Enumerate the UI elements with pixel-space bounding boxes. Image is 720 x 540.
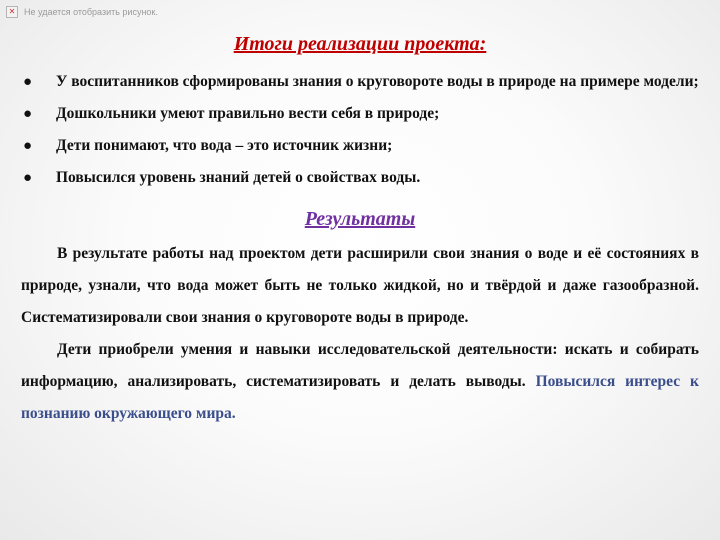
bullet-icon: ●: [23, 170, 33, 186]
slide-title: Итоги реализации проекта:: [233, 33, 487, 55]
results-list: [21, 66, 699, 194]
list-item: ● Повысился уровень знаний детей о свойствах воды.: [21, 162, 699, 194]
broken-image-icon: ✕: [6, 6, 18, 18]
results-paragraph-2: [21, 334, 699, 430]
results-paragraph-1: В результате работы над проектом дети расширили свои знания о воде и её состояниях в природе, узнали, что вода может быть не только жидкой, но и твёрдой и даже газообразной. Систематизировали свои знания о круговороте воды в природе.: [21, 245, 699, 326]
slide-content: [21, 30, 699, 430]
bullet-icon: ●: [23, 74, 33, 90]
list-item: ● Дошкольники умеют правильно вести себя в природе;: [21, 98, 699, 130]
broken-image-placeholder: [6, 6, 158, 18]
paragraph-2-text: Дети приобрели умения и навыки исследовательской деятельности: искать и собирать информацию, анализировать, систематизировать и делать выводы.: [21, 341, 699, 390]
bullet-icon: ●: [23, 138, 33, 154]
bullet-icon: ●: [23, 106, 33, 122]
list-item: ● У воспитанников сформированы знания о круговороте воды в природе на примере модели;: [21, 66, 699, 98]
broken-image-text: Не удается отобразить рисунок.: [24, 7, 158, 17]
list-item: ● Дети понимают, что вода – это источник жизни;: [21, 130, 699, 162]
interest-accent-text: Повысился интерес к познанию окружающего мира.: [21, 373, 699, 422]
results-heading: Результаты: [304, 208, 416, 230]
